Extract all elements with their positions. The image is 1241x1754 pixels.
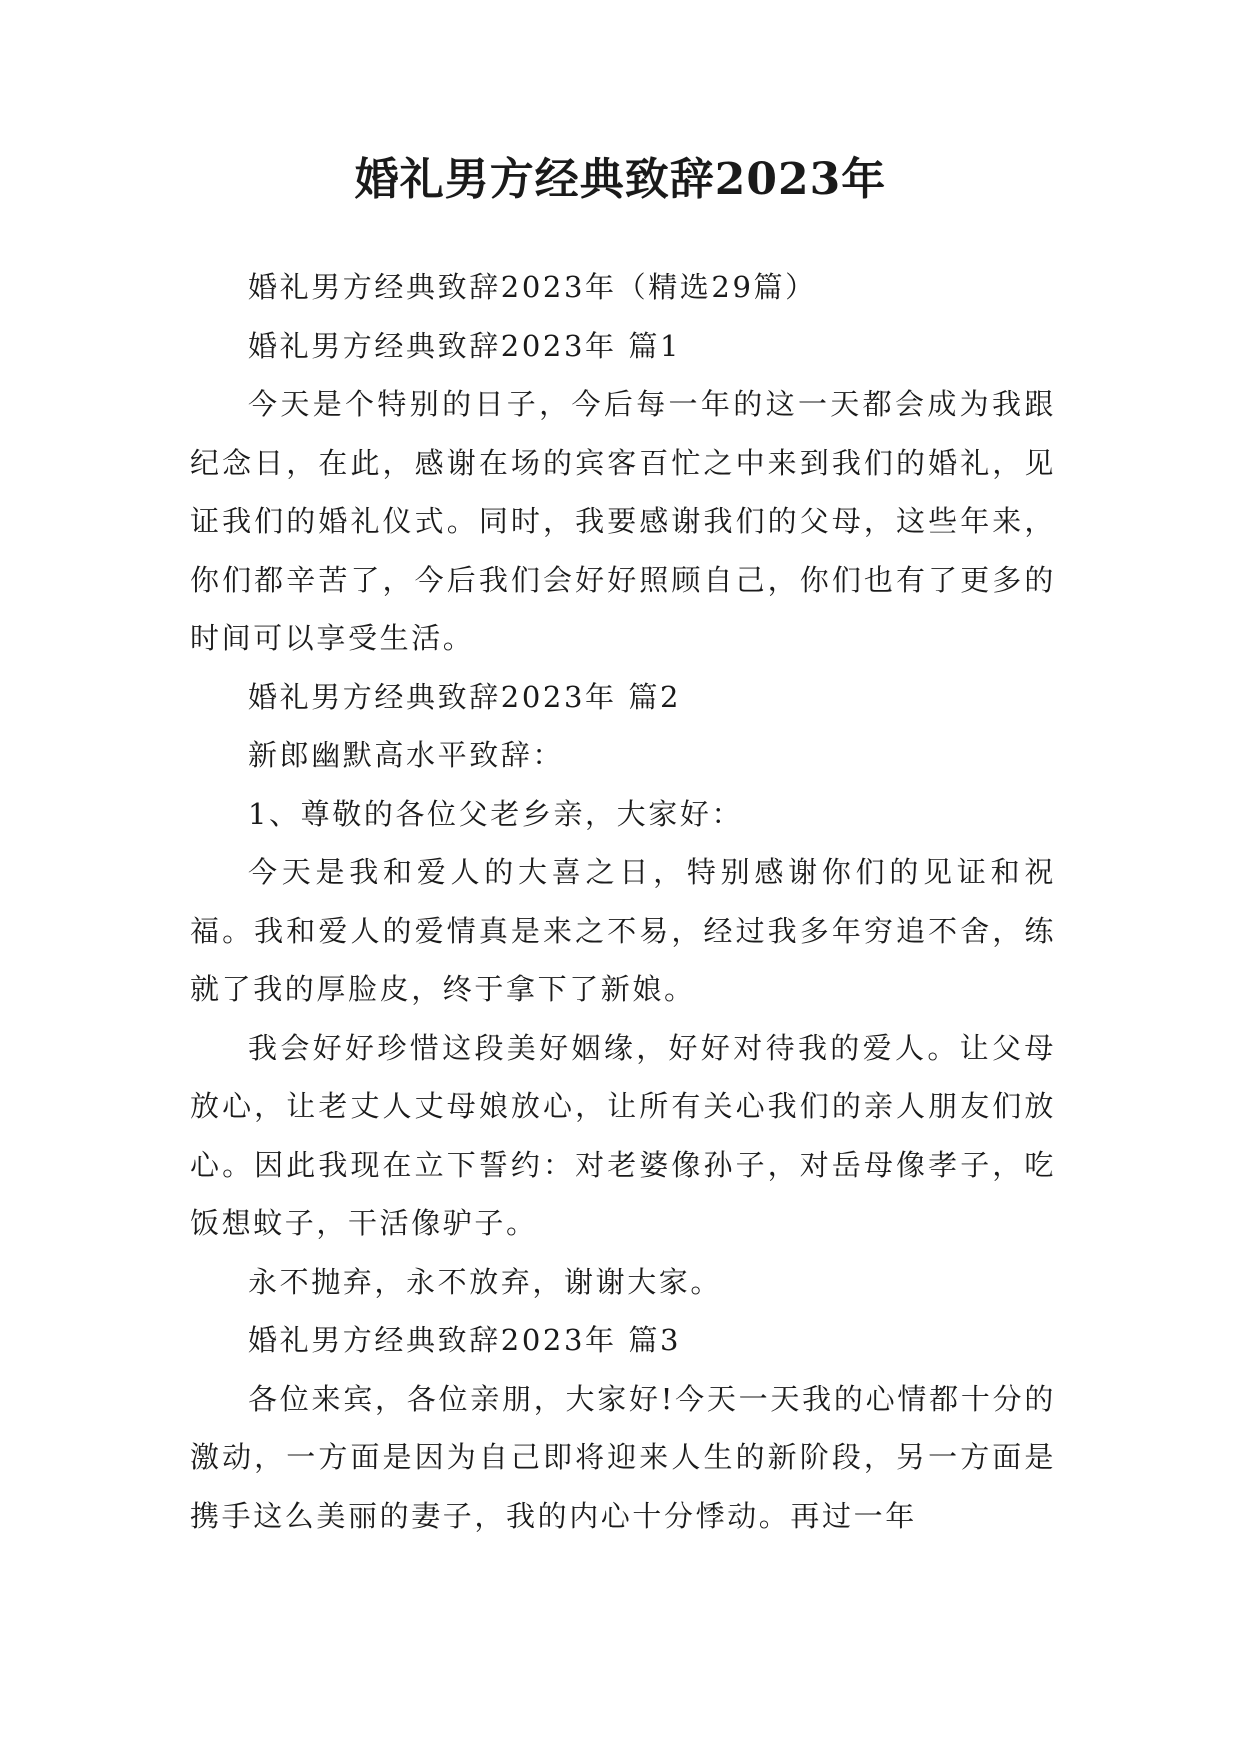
section-heading-1: 婚礼男方经典致辞2023年 篇1 — [248, 328, 682, 363]
paragraph: 我会好好珍惜这段美好姻缘，好好对待我的爱人。让父母放心，让老丈人丈母娘放心，让所有关心我们的亲人朋友们放心。因此我现在立下誓约：对老婆像孙子，对岳母像孝子，吃饭想蚊子，干活像驴子。 — [190, 1030, 1056, 1240]
paragraph: 新郎幽默高水平致辞： — [248, 738, 565, 772]
section-heading-3: 婚礼男方经典致辞2023年 篇3 — [248, 1323, 682, 1357]
paragraph: 永不抛弃，永不放弃，谢谢大家。 — [248, 1264, 723, 1299]
paragraph: 1、尊敬的各位父老乡亲，大家好： — [248, 796, 744, 831]
section-heading-2: 婚礼男方经典致辞2023年 篇2 — [248, 679, 682, 714]
document-title: 婚礼男方经典致辞2023年 — [354, 154, 887, 205]
paragraph: 今天是个特别的日子，今后每一年的这一天都会成为我跟纪念日，在此，感谢在场的宾客百忙之中来到我们的婚礼，见证我们的婚礼仪式。同时，我要感谢我们的父母，这些年来，你们都辛苦了，今后我们会好好照顾自己，你们也有了更多的时间可以享受生活。 — [190, 387, 1056, 655]
paragraph: 各位来宾，各位亲朋，大家好!今天一天我的心情都十分的激动，一方面是因为自己即将迎来人生的新阶段，另一方面是携手这么美丽的妻子，我的内心十分悸动。再过一年 — [190, 1381, 1056, 1533]
document-body — [190, 258, 1056, 1545]
paragraph-subtitle: 婚礼男方经典致辞2023年（精选29篇） — [248, 270, 817, 304]
paragraph: 今天是我和爱人的大喜之日，特别感谢你们的见证和祝福。我和爱人的爱情真是来之不易，经过我多年穷追不舍，练就了我的厚脸皮，终于拿下了新娘。 — [190, 855, 1056, 1006]
